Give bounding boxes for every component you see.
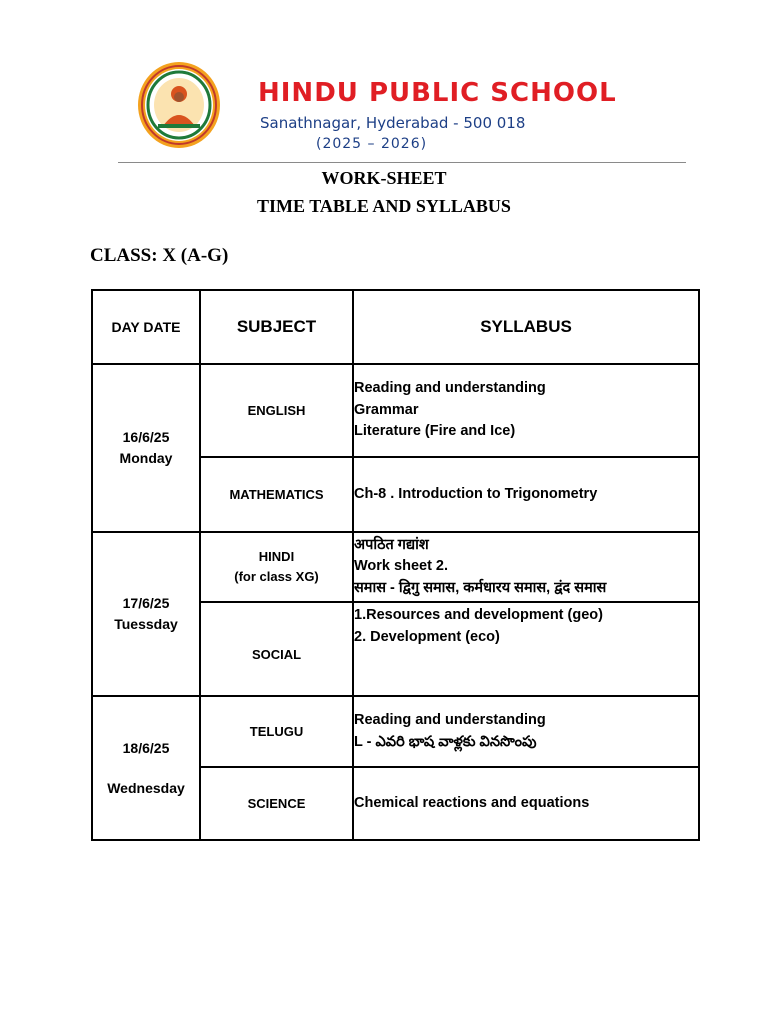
subject-note: (for class XG) [234, 569, 319, 584]
header-syllabus: SYLLABUS [353, 290, 699, 364]
header-divider [118, 162, 686, 163]
syllabus-line: Work sheet 2. [354, 558, 449, 575]
day-text: Monday [119, 450, 173, 466]
subject-name: HINDI [258, 549, 295, 564]
syllabus-line: Ch-8 . Introduction to Trigonometry [354, 485, 598, 502]
table-header-row [92, 290, 699, 364]
syllabus-line: 2. Development (eco) [354, 628, 500, 645]
day-date-cell [92, 696, 200, 840]
syllabus-line: 1.Resources and development (geo) [354, 607, 603, 623]
class-label: CLASS: X (A-G) [90, 245, 229, 266]
syllabus-line: अपठित गद्यांश [354, 536, 429, 553]
syllabus-line: Literature (Fire and Ice) [354, 423, 516, 440]
syllabus-line: समास - द्विगु समास, कर्मधारय समास, द्वंद समास [354, 579, 607, 596]
table-row [92, 364, 699, 457]
date-text: 18/6/25 [122, 739, 170, 756]
syllabus-line: Grammar [354, 401, 419, 418]
date-text: 16/6/25 [122, 429, 170, 445]
subject-name: SCIENCE [247, 795, 306, 811]
day-spacer [93, 759, 199, 778]
timetable [91, 289, 700, 841]
school-logo-emblem [136, 60, 222, 150]
table-row [92, 532, 699, 602]
doc-title-worksheet: WORK-SHEET [321, 168, 447, 188]
subject-cell [200, 696, 353, 767]
subject-cell [200, 457, 353, 532]
school-name: HINDU PUBLIC SCHOOL [258, 78, 617, 108]
subject-name: TELUGU [249, 723, 304, 739]
subject-name: MATHEMATICS [229, 486, 324, 502]
subject-name: ENGLISH [247, 402, 306, 418]
syllabus-cell [353, 602, 699, 696]
syllabus-cell [353, 532, 699, 602]
day-text: Wednesday [107, 779, 185, 796]
day-date-cell [92, 364, 200, 532]
school-address: Sanathnagar, Hyderabad - 500 018 [260, 114, 526, 132]
syllabus-line: L - ఎవరి భాష వాళ్లకు వినసొంపు [354, 733, 537, 750]
date-text: 17/6/25 [122, 595, 170, 611]
doc-title-timetable: TIME TABLE AND SYLLABUS [257, 196, 511, 216]
subject-cell [200, 364, 353, 457]
header-day-date: DAY DATE [92, 290, 200, 364]
day-text: Tuessday [114, 616, 178, 632]
day-date-cell [92, 532, 200, 696]
subject-cell [200, 602, 353, 696]
header-subject: SUBJECT [200, 290, 353, 364]
syllabus-cell [353, 457, 699, 532]
subject-name: SOCIAL [251, 647, 302, 662]
syllabus-line: Chemical reactions and equations [354, 794, 590, 811]
school-header [118, 54, 686, 158]
table-row [92, 696, 699, 767]
syllabus-line: Reading and understanding [354, 712, 546, 728]
syllabus-cell [353, 696, 699, 767]
subject-cell [200, 767, 353, 840]
subject-cell [200, 532, 353, 602]
syllabus-line: Reading and understanding [354, 380, 546, 397]
academic-year: (2025 – 2026) [316, 136, 428, 152]
syllabus-cell [353, 364, 699, 457]
syllabus-cell [353, 767, 699, 840]
